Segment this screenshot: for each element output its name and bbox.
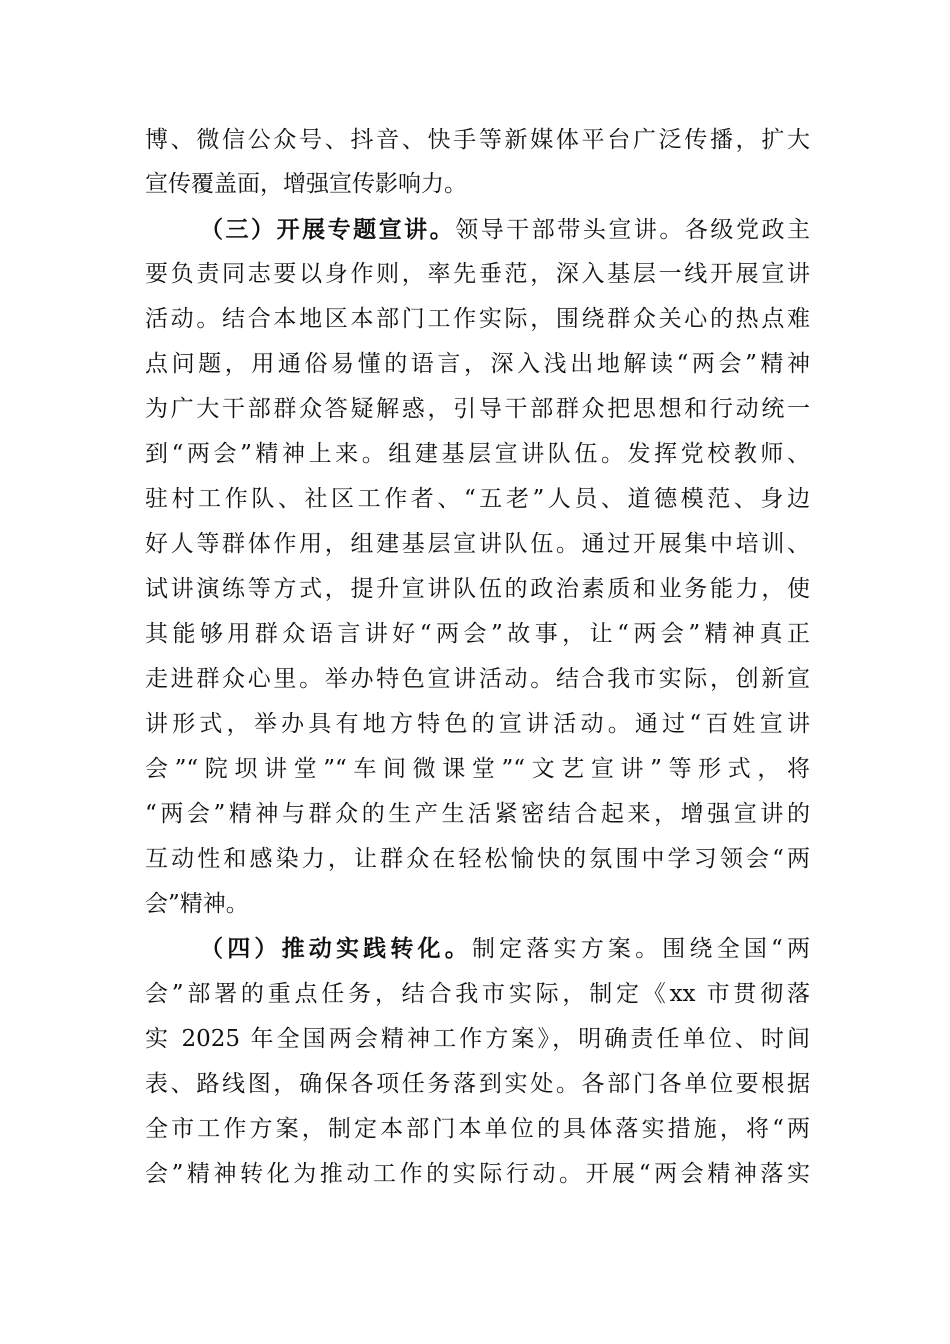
section-4-lead-text: 制定落实方案。围绕全国“两 <box>471 936 811 962</box>
paragraph-line: 讲形式，举办具有地方特色的宣讲活动。通过“百姓宣讲 <box>145 711 810 737</box>
paragraph-line: 驻村工作队、社区工作者、“五老”人员、道德模范、身边 <box>145 486 810 512</box>
paragraph-line: 会”“院坝讲堂”“车间微课堂”“文艺宣讲”等形式，将 <box>145 756 810 782</box>
section-3-first-line <box>200 208 810 252</box>
paragraph-line: 到“两会”精神上来。组建基层宣讲队伍。发挥党校教师、 <box>145 441 810 467</box>
paragraph-line: 好人等群体作用，组建基层宣讲队伍。通过开展集中培训、 <box>145 531 810 557</box>
paragraph-line: 活动。结合本地区本部门工作实际，围绕群众关心的热点难 <box>145 306 810 332</box>
paragraph-line: 会”精神。 <box>145 891 249 917</box>
paragraph-line: 表、路线图，确保各项任务落到实处。各部门各单位要根据 <box>145 1071 810 1097</box>
paragraph-line: 博、微信公众号、抖音、快手等新媒体平台广泛传播，扩大 <box>145 127 810 153</box>
paragraph-line: 互动性和感染力，让群众在轻松愉快的氛围中学习领会“两 <box>145 846 810 872</box>
paragraph-line: 全市工作方案，制定本部门本单位的具体落实措施，将“两 <box>145 1116 810 1142</box>
paragraph-line: 会”精神转化为推动工作的实际行动。开展“两会精神落实 <box>145 1161 810 1187</box>
paragraph-line: 点问题，用通俗易懂的语言，深入浅出地解读“两会”精神 <box>145 351 810 377</box>
paragraph-line: 试讲演练等方式，提升宣讲队伍的政治素质和业务能力，使 <box>145 576 810 602</box>
section-4-first-line <box>200 927 810 971</box>
section-4-heading: （四）推动实践转化。 <box>200 935 472 962</box>
section-3-lead-text: 领导干部带头宣讲。各级党政主 <box>455 217 811 243</box>
paragraph-line: 会”部署的重点任务，结合我市实际，制定《xx 市贯彻落 <box>145 981 810 1007</box>
paragraph-line: “两会”精神与群众的生产生活紧密结合起来，增强宣讲的 <box>145 801 810 827</box>
paragraph-line: 要负责同志要以身作则，率先垂范，深入基层一线开展宣讲 <box>145 261 810 287</box>
paragraph-line: 实 2025 年全国两会精神工作方案》，明确责任单位、时间 <box>145 1026 810 1052</box>
section-3-heading: （三）开展专题宣讲。 <box>200 216 456 243</box>
paragraph-line: 宣传覆盖面，增强宣传影响力。 <box>145 171 467 197</box>
paragraph-line: 走进群众心里。举办特色宣讲活动。结合我市实际，创新宣 <box>145 666 810 692</box>
paragraph-line: 其能够用群众语言讲好“两会”故事，让“两会”精神真正 <box>145 621 810 647</box>
paragraph-line: 为广大干部群众答疑解惑，引导干部群众把思想和行动统一 <box>145 396 810 422</box>
